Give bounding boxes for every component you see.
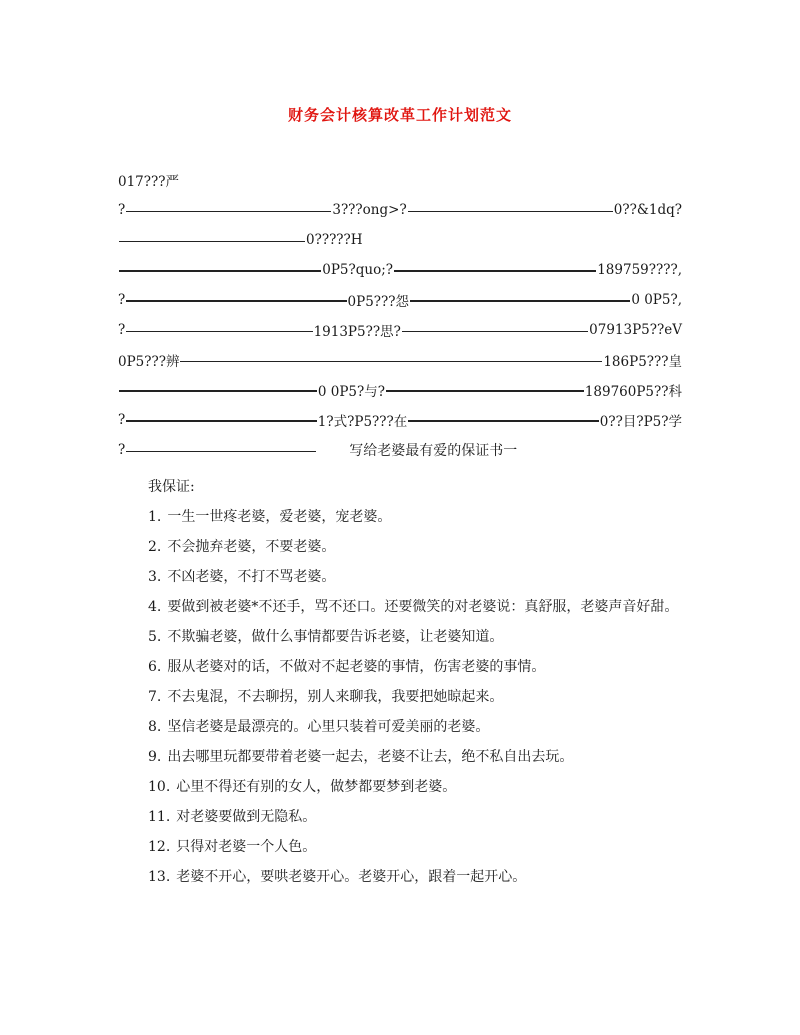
item-text: 坚信老婆是最漂亮的。心里只装着可爱美丽的老婆。: [167, 719, 490, 735]
row-text: ?: [118, 322, 126, 338]
list-item: [118, 532, 682, 562]
row-text: 0?????H: [306, 232, 363, 248]
garbled-row: [118, 289, 682, 311]
row-text: ?: [118, 442, 126, 458]
list-item: [118, 562, 682, 592]
item-text: 出去哪里玩都要带着老婆一起去，老婆不让去，绝不私自出去玩。: [167, 749, 574, 765]
list-item: [118, 712, 682, 742]
rule-line: [126, 451, 316, 452]
rule-line: [410, 300, 630, 302]
item-number: 4.: [148, 599, 162, 615]
item-text: 对老婆要做到无隐私。: [176, 809, 317, 825]
row-text: 1913P5??思?: [313, 324, 401, 340]
garbled-row: [118, 199, 682, 221]
garbled-row: [118, 409, 682, 431]
item-number: 6.: [148, 659, 162, 675]
row-text: 189760P5??科: [584, 384, 682, 400]
garbled-row: [118, 229, 682, 251]
section-subtitle: 写给老婆最有爱的保证书一: [349, 443, 518, 459]
row-text: 0??目?P5?学: [599, 414, 683, 430]
rule-line: [126, 211, 331, 212]
item-number: 13.: [148, 869, 171, 885]
rule-line: [386, 390, 584, 392]
row-text: 0??&1dq?: [613, 202, 682, 218]
rule-line: [119, 390, 317, 392]
item-number: 12.: [148, 839, 171, 855]
item-text: 不去鬼混，不去聊拐，别人来聊我，我要把她晾起来。: [167, 689, 504, 705]
header-line: 017???严: [118, 174, 179, 190]
rule-line: [180, 361, 602, 362]
item-number: 3.: [148, 569, 162, 585]
garbled-row: [118, 439, 682, 461]
item-text: 不会抛弃老婆，不要老婆。: [167, 539, 336, 555]
garbled-row: [118, 319, 682, 341]
item-number: 9.: [148, 749, 162, 765]
item-text: 只得对老婆一个人色。: [176, 839, 317, 855]
document-title: 财务会计核算改革工作计划范文: [287, 106, 512, 124]
rule-line: [402, 331, 588, 332]
list-item: [118, 502, 682, 532]
row-text: 07913P5??eV: [589, 322, 682, 338]
item-number: 8.: [148, 719, 162, 735]
list-item: [118, 772, 682, 802]
row-text: ?: [118, 412, 126, 428]
rule-line: [126, 300, 346, 302]
rule-line: [126, 420, 317, 422]
item-text: 服从老婆对的话，不做对不起老婆的事情，伤害老婆的事情。: [167, 659, 546, 675]
item-number: 7.: [148, 689, 162, 705]
row-text: ?: [118, 292, 126, 308]
list-item: [118, 862, 682, 892]
item-number: 1.: [148, 509, 162, 525]
rule-line: [394, 270, 596, 272]
rule-line: [126, 331, 312, 332]
garbled-row: [118, 379, 682, 401]
list-item: [118, 622, 682, 652]
row-text: 186P5???皇: [603, 354, 682, 370]
rule-line: [408, 211, 613, 212]
rule-line: [119, 270, 321, 272]
row-text: 3???ong>?: [332, 202, 407, 218]
row-text: 0 0P5?,: [631, 292, 682, 308]
list-item: [118, 802, 682, 832]
rule-line: [119, 241, 305, 242]
list-item: [118, 652, 682, 682]
item-number: 2.: [148, 539, 162, 555]
item-text: 老婆不开心，要哄老婆开心。老婆开心，跟着一起开心。: [176, 869, 527, 885]
garbled-row: [118, 259, 682, 281]
row-text: 0P5???辨: [118, 354, 180, 370]
rule-line: [408, 420, 599, 422]
pledge-list: [118, 502, 682, 892]
row-text: 0P5???怨: [347, 294, 410, 310]
list-item: [118, 682, 682, 712]
item-text: 一生一世疼老婆，爱老婆，宠老婆。: [167, 509, 392, 525]
garbled-row: [118, 349, 682, 371]
row-text: ?: [118, 202, 126, 218]
item-number: 5.: [148, 629, 162, 645]
item-number: 10.: [148, 779, 171, 795]
row-text: 189759????,: [597, 262, 682, 278]
row-text: 0 0P5?与?: [317, 384, 385, 400]
item-text: 不欺骗老婆，做什么事情都要告诉老婆，让老婆知道。: [167, 629, 504, 645]
item-text: 要做到被老婆*不还手，骂不还口。还要微笑的对老婆说：真舒服，老婆声音好甜。: [167, 599, 679, 615]
list-item: [118, 742, 682, 772]
row-text: 0P5?quo;?: [322, 262, 393, 278]
item-text: 心里不得还有别的女人，做梦都要梦到老婆。: [176, 779, 457, 795]
row-text: 1?式?P5???在: [317, 414, 408, 430]
item-number: 11.: [148, 809, 171, 825]
list-item: [118, 832, 682, 862]
list-item: [118, 592, 682, 622]
intro-text: 我保证:: [148, 479, 195, 495]
item-text: 不凶老婆，不打不骂老婆。: [167, 569, 336, 585]
